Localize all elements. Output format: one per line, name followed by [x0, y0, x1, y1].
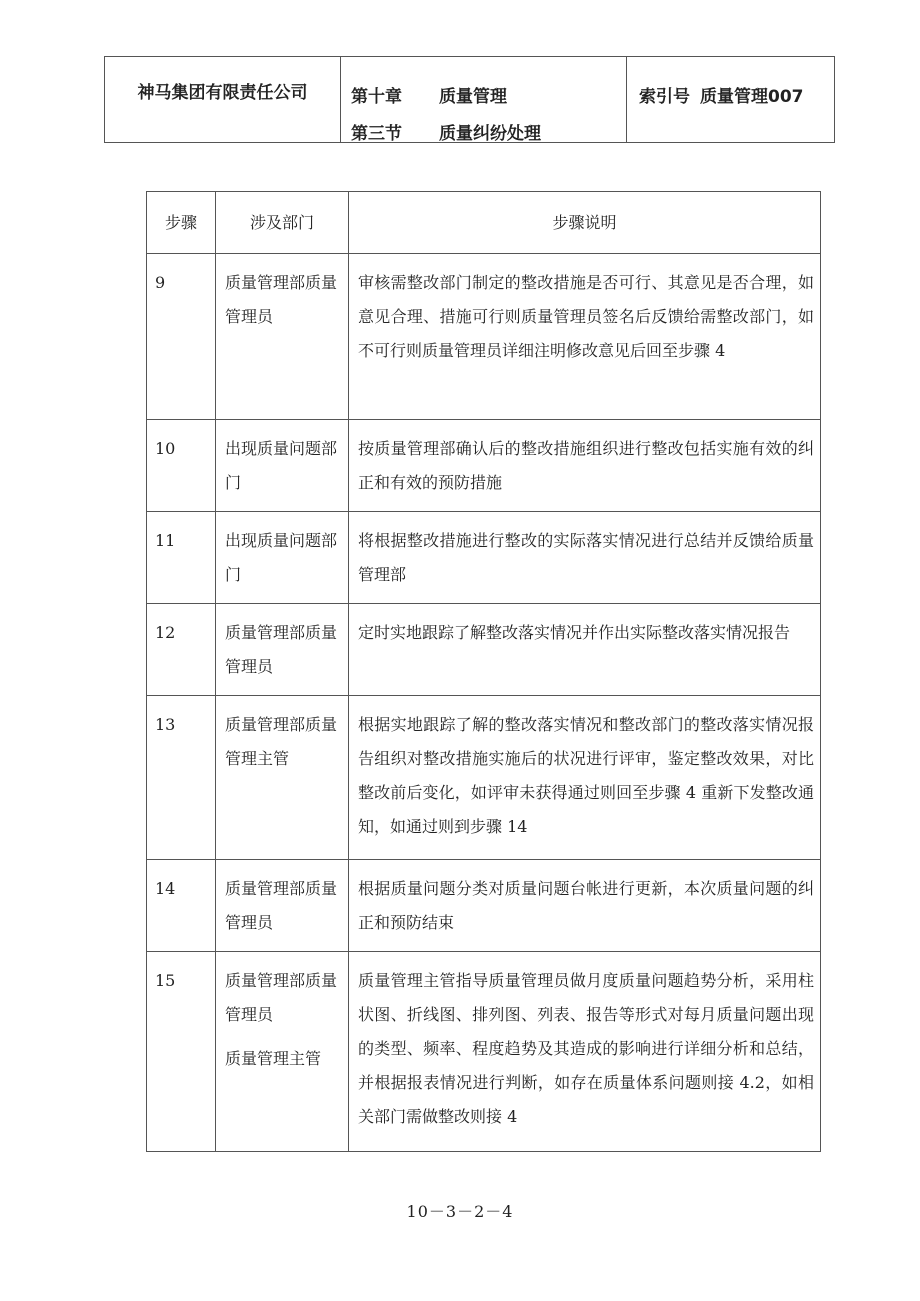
- table-row: [147, 696, 821, 860]
- step-description: 质量管理主管指导质量管理员做月度质量问题趋势分析，采用柱状图、折线图、排列图、列表、报告等形式对每月质量问题出现的类型、频率、程度趋势及其造成的影响进行详细分析和总结，并根据报表情况进行判断，如存在质量体系问题则接 4.2，如相关部门需做整改则接 4: [349, 952, 821, 1152]
- chapter-line: [351, 82, 626, 119]
- department: 质量管理部质量管理员: [216, 604, 349, 696]
- table-row: [147, 512, 821, 604]
- section-line: [351, 119, 626, 156]
- header-step: 步骤: [147, 192, 216, 254]
- step-description: 定时实地跟踪了解整改落实情况并作出实际整改落实情况报告: [349, 604, 821, 696]
- index-label: 索引号: [639, 87, 690, 107]
- index-value: 质量管理007: [700, 87, 804, 107]
- section-title: 质量纠纷处理: [439, 124, 541, 144]
- step-description: 将根据整改措施进行整改的实际落实情况进行总结并反馈给质量管理部: [349, 512, 821, 604]
- department: 质量管理部质量管理员: [216, 860, 349, 952]
- chapter-section-block: [341, 57, 627, 142]
- step-description: 按质量管理部确认后的整改措施组织进行整改包括实施有效的纠正和有效的预防措施: [349, 420, 821, 512]
- chapter-label: 第十章: [351, 87, 402, 107]
- step-number: 11: [147, 512, 216, 604]
- department: 出现质量问题部门: [216, 512, 349, 604]
- step-description: 根据实地跟踪了解的整改落实情况和整改部门的整改落实情况报告组织对整改措施实施后的状况进行评审，鉴定整改效果，对比整改前后变化，如评审未获得通过则回至步骤 4 重新下发整改通知，如通过则到步骤 14: [349, 696, 821, 860]
- table-row: [147, 952, 821, 1152]
- department-cell: [216, 952, 349, 1152]
- table-row: [147, 860, 821, 952]
- section-label: 第三节: [351, 124, 402, 144]
- step-description: 审核需整改部门制定的整改措施是否可行、其意见是否合理，如意见合理、措施可行则质量管理员签名后反馈给需整改部门，如不可行则质量管理员详细注明修改意见后回至步骤 4: [349, 254, 821, 420]
- steps-table: [146, 191, 821, 1152]
- table-row: [147, 604, 821, 696]
- document-header: [104, 56, 835, 143]
- header-desc: 步骤说明: [349, 192, 821, 254]
- company-name: 神马集团有限责任公司: [105, 57, 341, 142]
- step-number: 14: [147, 860, 216, 952]
- page-number: 10－3－2－4: [406, 1202, 514, 1221]
- table-row: [147, 254, 821, 420]
- department: 质量管理部质量管理主管: [216, 696, 349, 860]
- chapter-title: 质量管理: [439, 87, 507, 107]
- department: 质量管理部质量管理员: [216, 254, 349, 420]
- step-number: 13: [147, 696, 216, 860]
- step-number: 15: [147, 952, 216, 1152]
- department: 质量管理部质量管理员: [225, 971, 338, 1024]
- department-secondary: 质量管理主管: [225, 1049, 322, 1068]
- step-number: 12: [147, 604, 216, 696]
- table-header-row: [147, 192, 821, 254]
- header-dept: 涉及部门: [216, 192, 349, 254]
- table-row: [147, 420, 821, 512]
- step-number: 9: [147, 254, 216, 420]
- index-block: [627, 57, 834, 142]
- department: 出现质量问题部门: [216, 420, 349, 512]
- step-description: 根据质量问题分类对质量问题台帐进行更新，本次质量问题的纠正和预防结束: [349, 860, 821, 952]
- step-number: 10: [147, 420, 216, 512]
